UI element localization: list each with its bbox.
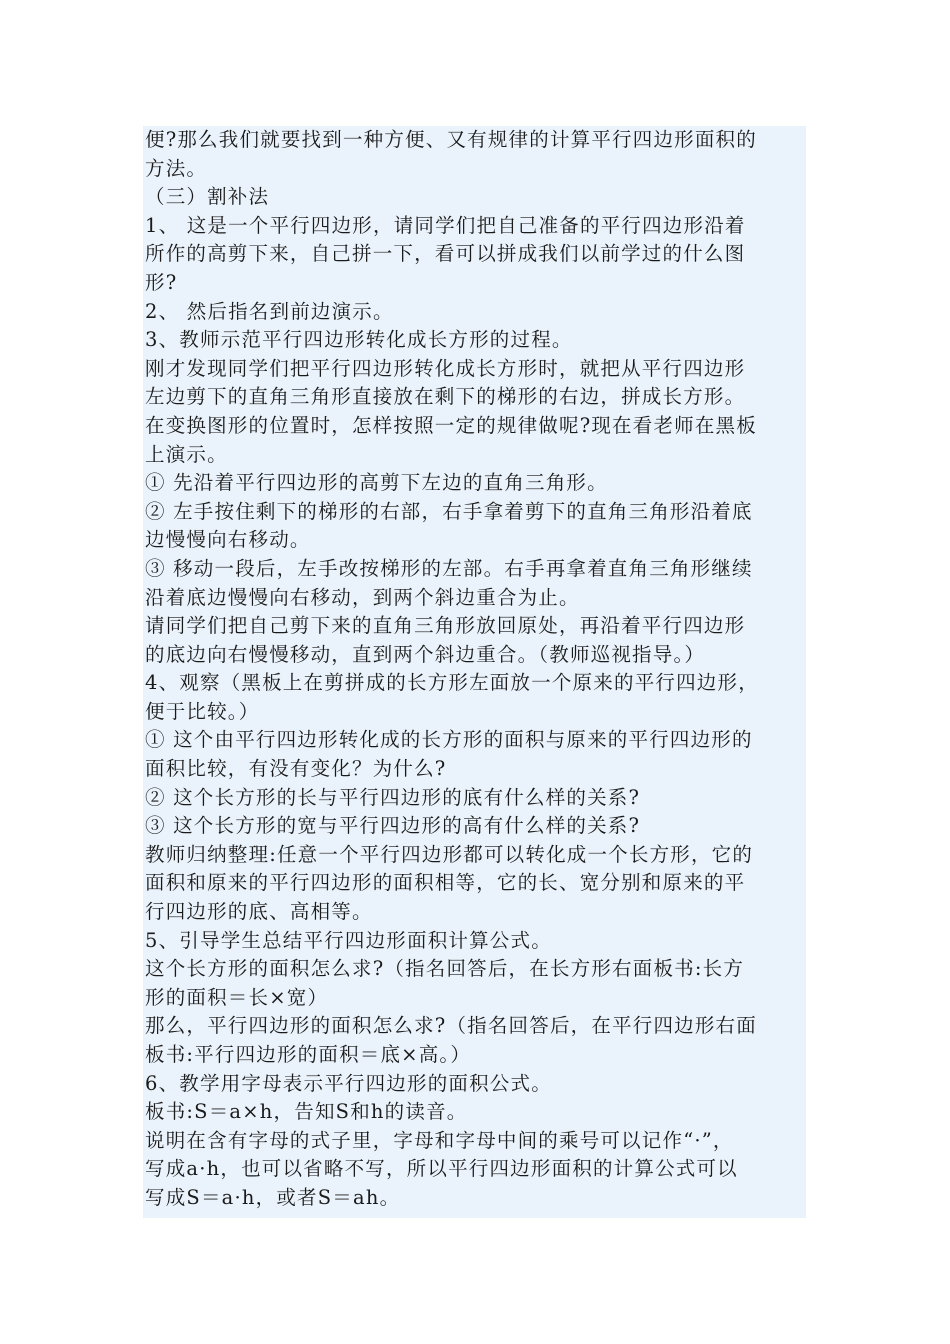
text-line: 沿着底边慢慢向右移动，到两个斜边重合为止。	[145, 585, 580, 609]
text-line: 边慢慢向右移动。	[145, 528, 311, 552]
document-text-block	[143, 126, 806, 1218]
text-line: 板书:平行四边形的面积＝底×高。）	[145, 1043, 472, 1066]
text-line: 方法。	[145, 156, 208, 180]
text-line: 左边剪下的直角三角形直接放在剩下的梯形的右边，拼成长方形。	[145, 385, 746, 409]
text-line: 那么，平行四边形的面积怎么求?（指名回答后，在平行四边形右面	[145, 1014, 757, 1038]
text-line: 所作的高剪下来，自己拼一下，看可以拼成我们以前学过的什么图	[145, 242, 746, 266]
text-line: 板书:S＝a×h，告知S和h的读音。	[145, 1100, 468, 1124]
text-line: ② 左手按住剩下的梯形的右部，右手拿着剪下的直角三角形沿着底	[145, 499, 753, 523]
text-line: 写成a·h，也可以省略不写，所以平行四边形面积的计算公式可以	[145, 1157, 738, 1181]
text-line: 教师归纳整理:任意一个平行四边形都可以转化成一个长方形，它的	[145, 842, 754, 866]
text-line: 形的面积＝长×宽）	[145, 985, 329, 1009]
text-line: 说明在含有字母的式子里，字母和字母中间的乘号可以记作“·”，	[145, 1128, 734, 1152]
section-heading: （三）割补法	[145, 185, 270, 209]
text-line: 面积比较，有没有变化？为什么?	[145, 757, 447, 781]
text-line: 便?那么我们就要找到一种方便、又有规律的计算平行四边形面积的	[145, 128, 757, 151]
text-line: ③ 这个长方形的宽与平行四边形的高有什么样的关系?	[145, 814, 641, 838]
text-line: 面积和原来的平行四边形的面积相等，它的长、宽分别和原来的平	[145, 871, 746, 895]
text-line: 形?	[145, 270, 178, 294]
text-line: 6、教学用字母表示平行四边形的面积公式。	[145, 1071, 552, 1095]
text-line: ① 先沿着平行四边形的高剪下左边的直角三角形。	[145, 471, 608, 495]
text-line: 上演示。	[145, 442, 228, 466]
text-line: 3、教师示范平行四边形转化成长方形的过程。	[145, 328, 573, 352]
text-line: ③ 移动一段后，左手改按梯形的左部。右手再拿着直角三角形继续	[145, 556, 753, 580]
text-line: 2、 然后指名到前边演示。	[145, 299, 394, 323]
text-line: 5、引导学生总结平行四边形面积计算公式。	[145, 928, 552, 952]
text-line: 1、 这是一个平行四边形，请同学们把自己准备的平行四边形沿着	[145, 213, 746, 237]
text-line: 这个长方形的面积怎么求?（指名回答后，在长方形右面板书:长方	[145, 957, 745, 981]
text-line: ② 这个长方形的长与平行四边形的底有什么样的关系?	[145, 785, 641, 809]
text-line: 写成S＝a·h，或者S＝ah。	[145, 1185, 401, 1209]
text-line: 请同学们把自己剪下来的直角三角形放回原处，再沿着平行四边形	[145, 614, 746, 638]
text-line: 刚才发现同学们把平行四边形转化成长方形时，就把从平行四边形	[145, 356, 746, 380]
text-line: ① 这个由平行四边形转化成的长方形的面积与原来的平行四边形的	[145, 728, 753, 752]
text-line: 4、观察（黑板上在剪拼成的长方形左面放一个原来的平行四边形，	[145, 671, 759, 695]
text-line: 行四边形的底、高相等。	[145, 900, 373, 924]
text-line: 便于比较。）	[145, 699, 260, 723]
text-line: 的底边向右慢慢移动，直到两个斜边重合。（教师巡视指导。）	[145, 642, 706, 666]
text-line: 在变换图形的位置时，怎样按照一定的规律做呢?现在看老师在黑板	[145, 413, 757, 437]
